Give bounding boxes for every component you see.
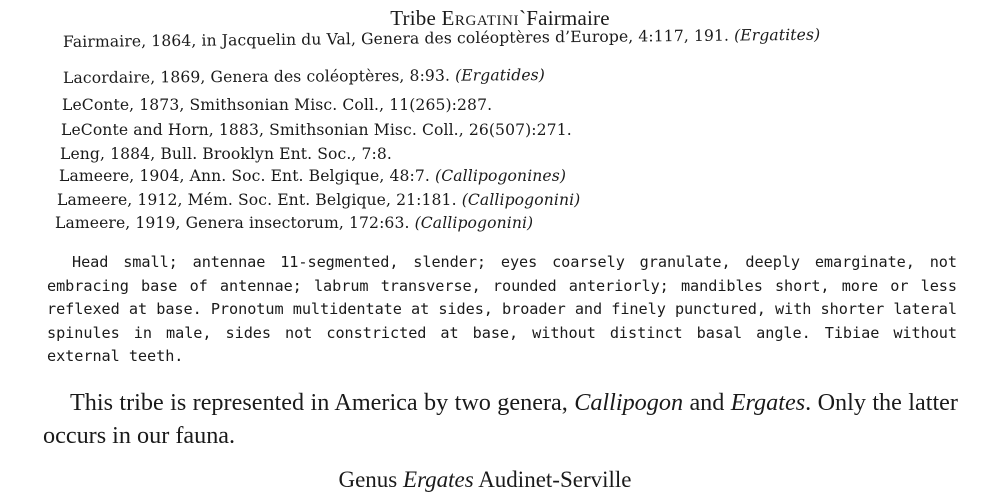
reference-text: Fairmaire, 1864, in Jacquelin du Val, Genera des coléoptères d’Europe, 4:117, 191. <box>62 26 735 51</box>
reference-text: LeConte and Horn, 1883, Smithsonian Misc. Coll., 26(507):271. <box>61 121 572 139</box>
statement-genus-2: Ergates <box>730 389 806 416</box>
reference-list <box>0 0 1000 240</box>
reference-text: Lameere, 1904, Ann. Soc. Ent. Belgique, 48:7. <box>59 167 436 185</box>
tribe-name: Ergatini <box>441 6 520 30</box>
reference-item <box>57 191 580 209</box>
description-text: Head small; antennae 11-segmented, slender; eyes coarsely granulate, deeply emarginate, not embracing base of antennae; labrum transverse, rounded anteriorly; mandibles short, more or less reflexed at base. Pronotum multidentate at sides, broader and finely punctured, with shorter lateral spinules in male, sides not constricted at base, without distinct basal angle. Tibiae without external teeth. <box>47 253 957 366</box>
reference-text: LeConte, 1873, Smithsonian Misc. Coll., 11(265):287. <box>62 96 493 114</box>
reference-taxon: (Callipogonini) <box>414 214 534 232</box>
statement-part2: and <box>683 389 731 416</box>
description-indent <box>47 253 72 271</box>
reference-text: Lameere, 1912, Mém. Soc. Ent. Belgique, 21:181. <box>57 191 462 209</box>
reference-taxon: (Callipogonini) <box>461 191 581 209</box>
reference-item <box>62 96 492 114</box>
reference-taxon: (Callipogonines) <box>435 167 567 185</box>
genus-name: Ergates <box>403 467 474 492</box>
tribe-description <box>47 251 957 369</box>
genus-heading <box>0 467 970 493</box>
statement-genus-1: Callipogon <box>574 389 684 416</box>
reference-text: Lacordaire, 1869, Genera des coléoptères, 8:93. <box>62 66 456 87</box>
tribe-author-separator: ` <box>519 6 527 30</box>
reference-item <box>63 66 545 87</box>
statement-part1: This tribe is represented in America by two genera, <box>70 389 575 416</box>
reference-taxon: (Ergatides) <box>455 66 545 85</box>
distribution-statement <box>43 386 958 452</box>
reference-taxon: (Ergatites) <box>733 25 821 45</box>
reference-item <box>60 145 392 163</box>
statement-indent <box>43 389 70 416</box>
reference-text: Lameere, 1919, Genera insectorum, 172:63. <box>55 214 415 232</box>
statement-part3: . Only the latter occurs in our fauna. <box>43 389 958 449</box>
genus-author: Audinet-Serville <box>473 467 632 492</box>
reference-item <box>61 121 572 139</box>
reference-item <box>55 214 533 232</box>
genus-prefix: Genus <box>338 467 404 492</box>
reference-item <box>59 167 566 185</box>
reference-text: Leng, 1884, Bull. Brooklyn Ent. Soc., 7:8. <box>60 145 392 163</box>
tribe-prefix: Tribe <box>390 6 442 30</box>
tribe-author: Fairmaire <box>526 6 610 30</box>
reference-item <box>63 26 820 51</box>
